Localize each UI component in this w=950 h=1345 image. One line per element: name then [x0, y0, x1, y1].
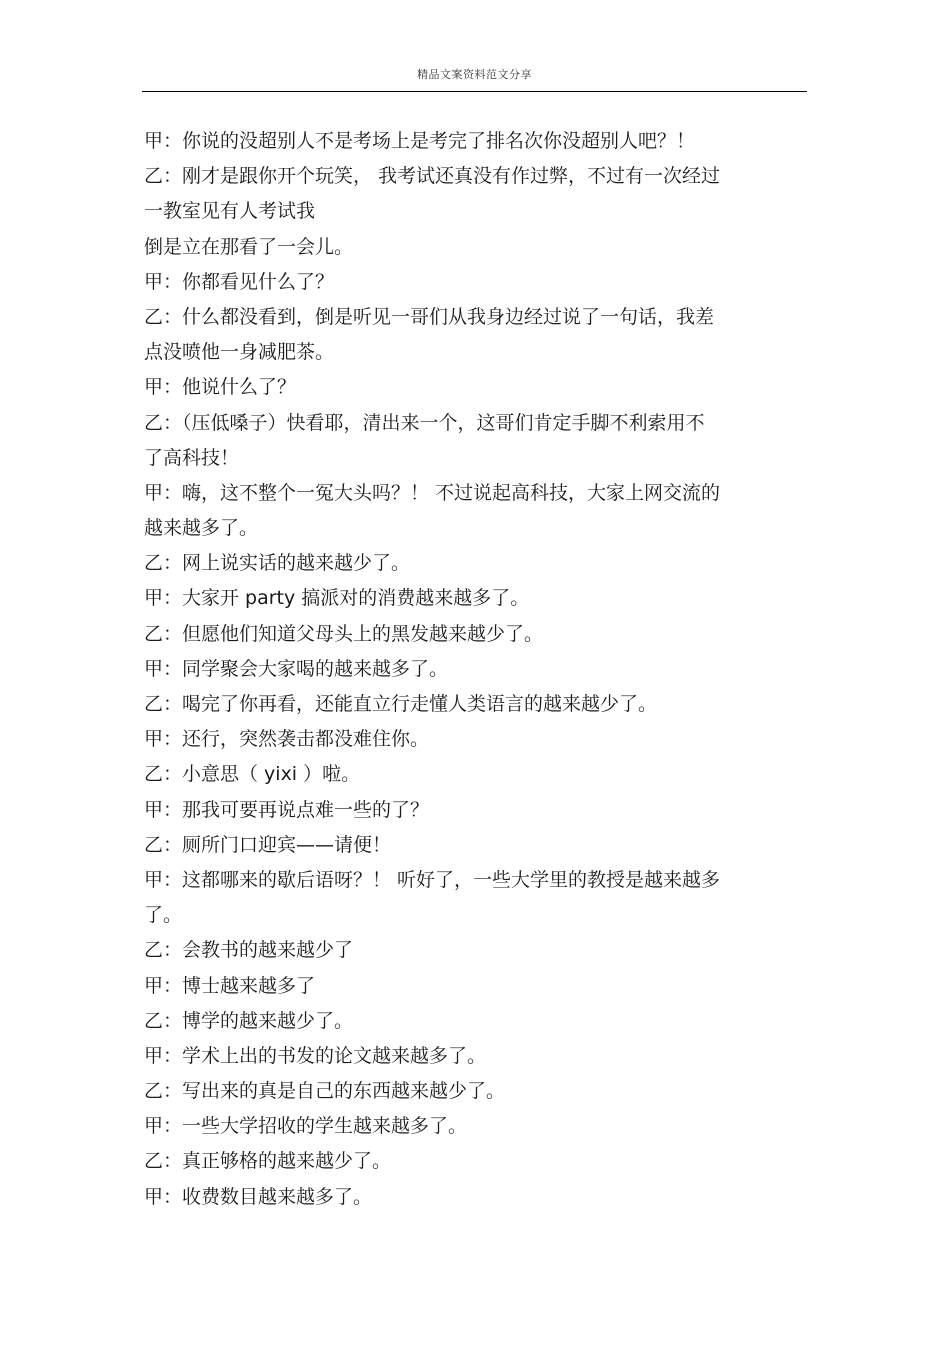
dialogue-line: 甲：你都看见什么了？	[144, 270, 335, 293]
dialogue-line: 一教室见有人考试我	[144, 200, 316, 223]
dialogue-line: 乙：写出来的真是自己的东西越来越少了。	[144, 1080, 506, 1103]
dialogue-line: 甲：一些大学招收的学生越来越多了。	[144, 1115, 468, 1138]
header-divider	[142, 91, 807, 92]
dialogue-line: 乙：（压低嗓子）快看耶，清出来一个，这哥们肯定手脚不利索用不	[144, 411, 705, 434]
dialogue-line: 乙：网上说实话的越来越少了。	[144, 552, 411, 575]
dialogue-line: 甲：你说的没超别人不是考场上是考完了排名次你没超别人吧？！	[144, 130, 696, 152]
dialogue-line: 越来越多了。	[144, 517, 259, 540]
dialogue-line: 甲：同学聚会大家喝的越来越多了。	[144, 657, 449, 680]
dialogue-line: 甲：还行，突然袭击都没难住你。	[144, 728, 430, 751]
dialogue-line: 乙：小意思（ yixi ）啦。	[144, 763, 361, 786]
dialogue-line: 甲：博士越来越多了	[144, 974, 316, 997]
dialogue-line: 了。	[144, 904, 183, 927]
dialogue-body	[144, 124, 794, 1215]
page-header-title: 精品文案资料范文分享	[417, 68, 532, 81]
dialogue-line: 甲：这都哪来的歇后语呀？！ 听好了，一些大学里的教授是越来越多	[144, 868, 721, 891]
dialogue-line: 甲：收费数目越来越多了。	[144, 1185, 373, 1208]
dialogue-line: 甲：他说什么了？	[144, 376, 297, 399]
dialogue-line: 乙：什么都没看到，倒是听见一哥们从我身边经过说了一句话，我差	[144, 305, 715, 328]
dialogue-line: 乙：真正够格的越来越少了。	[144, 1150, 392, 1173]
dialogue-line: 乙：刚才是跟你开个玩笑， 我考试还真没有作过弊，不过有一次经过	[144, 165, 721, 188]
dialogue-line: 甲：大家开 party 搞派对的消费越来越多了。	[144, 587, 530, 610]
dialogue-line: 乙：但愿他们知道父母头上的黑发越来越少了。	[144, 622, 544, 645]
dialogue-line: 乙：厕所门口迎宾——请便！	[144, 833, 392, 856]
dialogue-line: 乙：喝完了你再看，还能直立行走懂人类语言的越来越少了。	[144, 693, 658, 715]
dialogue-line: 倒是立在那看了一会儿。	[144, 235, 354, 258]
dialogue-line: 乙：会教书的越来越少了	[144, 939, 354, 962]
dialogue-line: 甲：那我可要再说点难一些的了？	[144, 798, 430, 821]
dialogue-line: 甲：学术上出的书发的论文越来越多了。	[144, 1044, 487, 1067]
dialogue-line: 乙：博学的越来越少了。	[144, 1009, 354, 1032]
dialogue-line: 点没喷他一身减肥茶。	[144, 341, 335, 364]
dialogue-line: 了高科技！	[144, 446, 240, 469]
dialogue-line: 甲：嗨，这不整个一冤大头吗？！ 不过说起高科技，大家上网交流的	[144, 481, 721, 504]
